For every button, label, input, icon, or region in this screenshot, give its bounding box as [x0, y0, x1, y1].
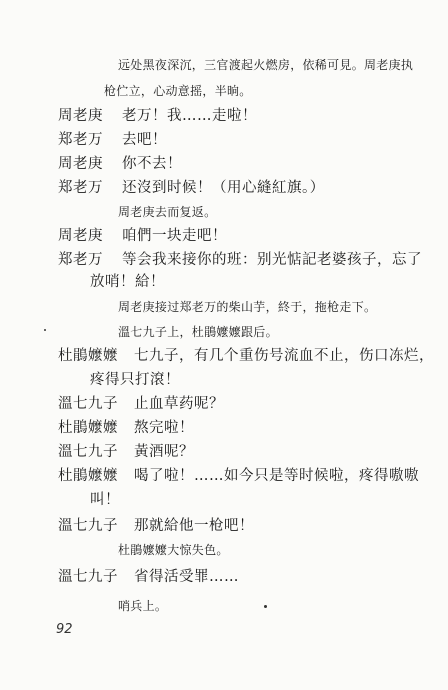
dialogue-text: 去吧！ — [122, 132, 167, 148]
dialogue-line — [58, 393, 224, 415]
dialogue-line — [58, 225, 227, 247]
stage-direction: 杜鵑嬤嬤大惊失色。 — [118, 543, 229, 557]
dialogue-line — [58, 129, 167, 151]
stage-direction: 周老庚去而复返。 — [118, 205, 217, 219]
dialogue-line — [58, 249, 422, 271]
dialogue-text: 止血草药呢？ — [134, 396, 224, 412]
speaker: 周老庚 — [58, 228, 103, 244]
dialogue-line — [58, 153, 182, 175]
dialogue-continuation: 叫！ — [90, 492, 120, 508]
stage-direction: 哨兵上。 — [118, 599, 168, 613]
stage-direction-cont: 枪伫立，心动意摇，半晌。 — [104, 84, 252, 98]
dialogue-line — [58, 465, 419, 487]
speaker: 周老庚 — [58, 156, 103, 172]
dialogue-text: 省得活受罪…… — [134, 569, 239, 585]
dialogue-text: 七九子，有几个重伤号流血不止，伤口冻烂， — [134, 348, 434, 364]
dialogue-text: 那就給他一枪吧！ — [134, 518, 254, 534]
dialogue-line — [58, 441, 194, 463]
dialogue-text: 等会我来接你的班：别光惦記老婆孩子，忘了 — [122, 252, 422, 268]
stage-direction: 溫七九子上，杜鵑嬤嬤跟后。 — [118, 325, 278, 339]
speaker: 溫七九子 — [58, 396, 118, 412]
speaker: 周老庚 — [58, 108, 103, 124]
dialogue-text: 你不去！ — [122, 156, 182, 172]
dialogue-line — [58, 417, 194, 439]
dialogue-continuation: 放哨！給！ — [90, 274, 165, 290]
dialogue-text: 喝了啦！……如今只是等时候啦，疼得嗷嗷 — [134, 468, 419, 484]
speaker: 溫七九子 — [58, 518, 118, 534]
stage-direction: 远处黑夜深沉，三官渡起火燃房，依稀可見。周老庚执 — [118, 58, 414, 72]
dialogue-continuation: 疼得只打滾！ — [90, 372, 180, 388]
dialogue-line — [58, 177, 325, 199]
dialogue-line — [58, 566, 239, 588]
dialogue-line — [58, 105, 257, 127]
ink-speck — [44, 329, 46, 331]
speaker: 杜鵑嬤嬤 — [58, 420, 118, 436]
stage-direction: 周老庚接过郑老万的柴山芋，終于，拖枪走下。 — [118, 300, 377, 314]
speaker: 郑老万 — [58, 180, 103, 196]
dialogue-text: 黃酒呢？ — [134, 444, 194, 460]
dialogue-text: 老万！我……走啦！ — [122, 108, 257, 124]
dialogue-text: 还沒到时候！（用心縫紅旗。） — [122, 180, 325, 196]
speaker: 郑老万 — [58, 132, 103, 148]
page-number: 92 — [56, 622, 73, 637]
speaker: 郑老万 — [58, 252, 103, 268]
dialogue-text: 熬完啦！ — [134, 420, 194, 436]
dialogue-line — [58, 515, 254, 537]
speaker: 杜鵑嬤嬤 — [58, 348, 118, 364]
ink-speck — [264, 605, 267, 608]
dialogue-line — [58, 345, 434, 367]
speaker: 溫七九子 — [58, 569, 118, 585]
dialogue-text: 咱們一块走吧！ — [122, 228, 227, 244]
speaker: 溫七九子 — [58, 444, 118, 460]
speaker: 杜鵑嬤嬤 — [58, 468, 118, 484]
